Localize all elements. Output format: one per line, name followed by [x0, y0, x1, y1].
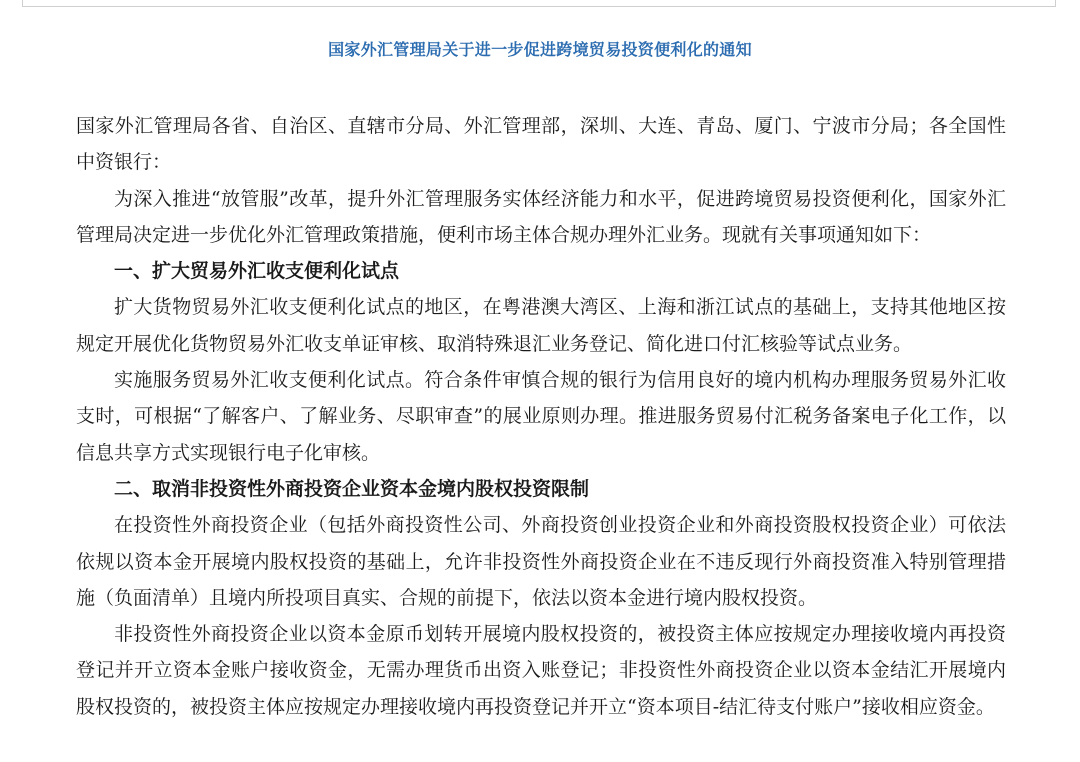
- section-1-paragraph-2: 实施服务贸易外汇收支便利化试点。符合条件审慎合规的银行为信用良好的境内机构办理服务贸易外汇收支时，可根据“了解客户、了解业务、尽职审查”的展业原则办理。推进服务贸易付汇税务备案电子化工作，以信息共享方式实现银行电子化审核。: [76, 369, 1006, 464]
- top-frame: [22, 0, 1056, 7]
- section-2-heading: 二、取消非投资性外商投资企业资本金境内股权投资限制: [114, 477, 590, 500]
- document-body: [76, 108, 1006, 725]
- section-1-heading: 一、扩大贸易外汇收支便利化试点: [114, 260, 400, 283]
- section-1-paragraph-1: 扩大货物贸易外汇收支便利化试点的地区，在粤港澳大湾区、上海和浙江试点的基础上，支持其他地区按规定开展优化货物贸易外汇收支单证审核、取消特殊退汇业务登记、简化进口付汇核验等试点业务。: [76, 296, 1006, 355]
- section-2-paragraph-2: 非投资性外商投资企业以资本金原币划转开展境内股权投资的，被投资主体应按规定办理接收境内再投资登记并开立资本金账户接收资金，无需办理货币出资入账登记；非投资性外商投资企业以资本金结汇开展境内股权投资的，被投资主体应按规定办理接收境内再投资登记并开立“资本项目-结汇待支付账户”接收相应资金。: [76, 623, 1006, 718]
- addressee-paragraph: 国家外汇管理局各省、自治区、直辖市分局、外汇管理部，深圳、大连、青岛、厦门、宁波市分局；各全国性中资银行：: [76, 115, 1006, 174]
- document-title: 国家外汇管理局关于进一步促进跨境贸易投资便利化的通知: [328, 40, 752, 59]
- section-2-paragraph-1: 在投资性外商投资企业（包括外商投资性公司、外商投资创业投资企业和外商投资股权投资企业）可依法依规以资本金开展境内股权投资的基础上，允许非投资性外商投资企业在不违反现行外商投资准入特别管理措施（负面清单）且境内所投项目真实、合规的前提下，依法以资本金进行境内股权投资。: [76, 514, 1006, 609]
- intro-paragraph: 为深入推进“放管服”改革，提升外汇管理服务实体经济能力和水平，促进跨境贸易投资便利化，国家外汇管理局决定进一步优化外汇管理政策措施，便利市场主体合规办理外汇业务。现就有关事项通知如下：: [76, 187, 1006, 246]
